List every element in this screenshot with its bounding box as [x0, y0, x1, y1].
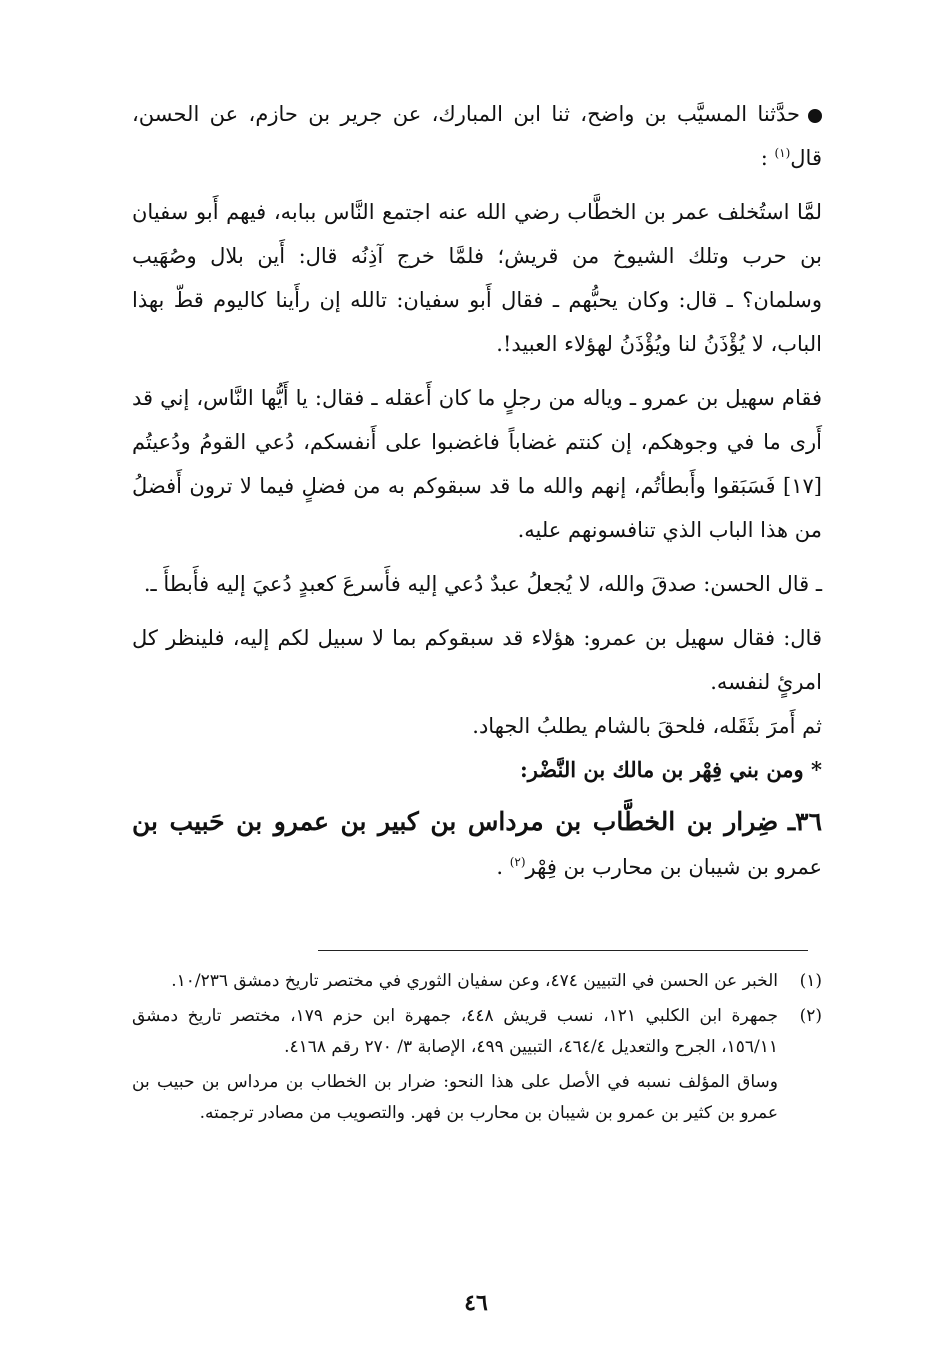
footnote-2-number: (٢) [799, 1006, 822, 1026]
paragraph-suhail-speech: فقام سهيل بن عمرو ـ وياله من رجلٍ ما كان أَعقله ـ فقال: يا أَيُّها النَّاس، إني قد أَرى ما في وجوهكم، إن كنتم غضاباً فاغضبوا على أَنفسكم، دُعي القومُ ودُعيتُم [١٧] فَسَبَقوا وأَبطأتُم، إنهم والله ما قد سبقوكم به من فضلٍ فيما لا ترون أَفضلُ من هذا الباب الذي تنافسونهم عليه. [132, 386, 822, 542]
paragraph-hasan-comment: ـ قال الحسن: صدقَ والله، لا يُجعلُ عبدٌ دُعي إليه فأَسرعَ كعبدٍ دُعيَ إليه فأَبطأَ ـ. [143, 572, 822, 596]
entry-name: ضِرار بن الخطَّاب بن مرداس بن كبير بن عمرو بن حَبيب بن [132, 807, 779, 836]
footnote-2-text: جمهرة ابن الكلبي ١٢١، نسب قريش ٤٤٨، جمهرة ابن حزم ١٧٩، مختصر تاريخ دمشق ١٥٦/١١، الجرح والتعديل ٤٦٤/٤، التبيين ٤٩٩، الإصابة ٣/ ٢٧٠ رقم ٤١٦٨. [132, 1006, 778, 1057]
footnote-marker-2[interactable]: (٢) [509, 855, 526, 869]
main-text [132, 92, 822, 889]
entry-lineage-end: . [496, 855, 510, 879]
footnote-2-continuation: وساق المؤلف نسبه في الأصل على هذا النحو: ضرار بن الخطاب بن مرداس بن حبيب بن عمرو بن كثير بن عمرو بن شيبان بن محارب بن فهر. والتصويب من مصادر ترجمته. [132, 1072, 778, 1123]
paragraph-umar-succession: لمَّا استُخلف عمر بن الخطَّاب رضي الله عنه اجتمع النَّاس ببابه، فيهم أَبو سفيان بن حرب وتلك الشيوخ من قريش؛ فلمَّا خرج آذِنُه قال: أَين بلال وصُهَيب وسلمان؟ ـ قال: وكان يحبُّهم ـ فقال أَبو سفيان: تالله إن رأَينا كاليوم قطّ بهذا الباب، لا يُؤْذَنُ لنا ويُؤْذَنُ لهؤلاء العبيد!. [132, 200, 822, 356]
entry-number: ٣٦ـ [787, 807, 822, 836]
isnad-line-1: حدَّثنا المسيَّب بن واضح، ثنا ابن المبارك، عن جرير بن حازم، عن [209, 102, 800, 126]
entry-36 [132, 800, 822, 889]
footnote-1-text: الخبر عن الحسن في التبيين ٤٧٤، وعن سفيان الثوري في مختصر تاريخ دمشق ١٠/٢٣٦. [171, 971, 778, 991]
footnote-1 [132, 966, 822, 997]
isnad-line-2: الحسن، قال [132, 102, 822, 170]
paragraph-suhail-conclusion: قال: فقال سهيل بن عمرو: هؤلاء قد سبقوكم بما لا سبيل لكم إليه، فلينظر كل امرئٍ لنفسه. [132, 626, 822, 694]
footnote-marker-1[interactable]: (١) [774, 146, 791, 160]
footnote-1-number: (١) [799, 971, 822, 991]
bullet-icon [808, 109, 822, 123]
footnote-divider [318, 950, 808, 951]
entry-lineage: عمرو بن شيبان بن محارب بن فِهْر [525, 855, 822, 879]
section-heading: * ومن بني فِهْر بن مالك بن النَّضْر: [519, 757, 822, 782]
isnad-paragraph [132, 92, 822, 180]
paragraph-jihad: ثم أَمرَ بثَقَله، فلحقَ بالشام يطلبُ الجهاد. [472, 714, 822, 738]
footnote-2 [132, 1001, 822, 1063]
isnad-line-2-end: : [760, 146, 775, 170]
footnotes [132, 966, 822, 1129]
page-number: ٤٦ [464, 1290, 488, 1316]
